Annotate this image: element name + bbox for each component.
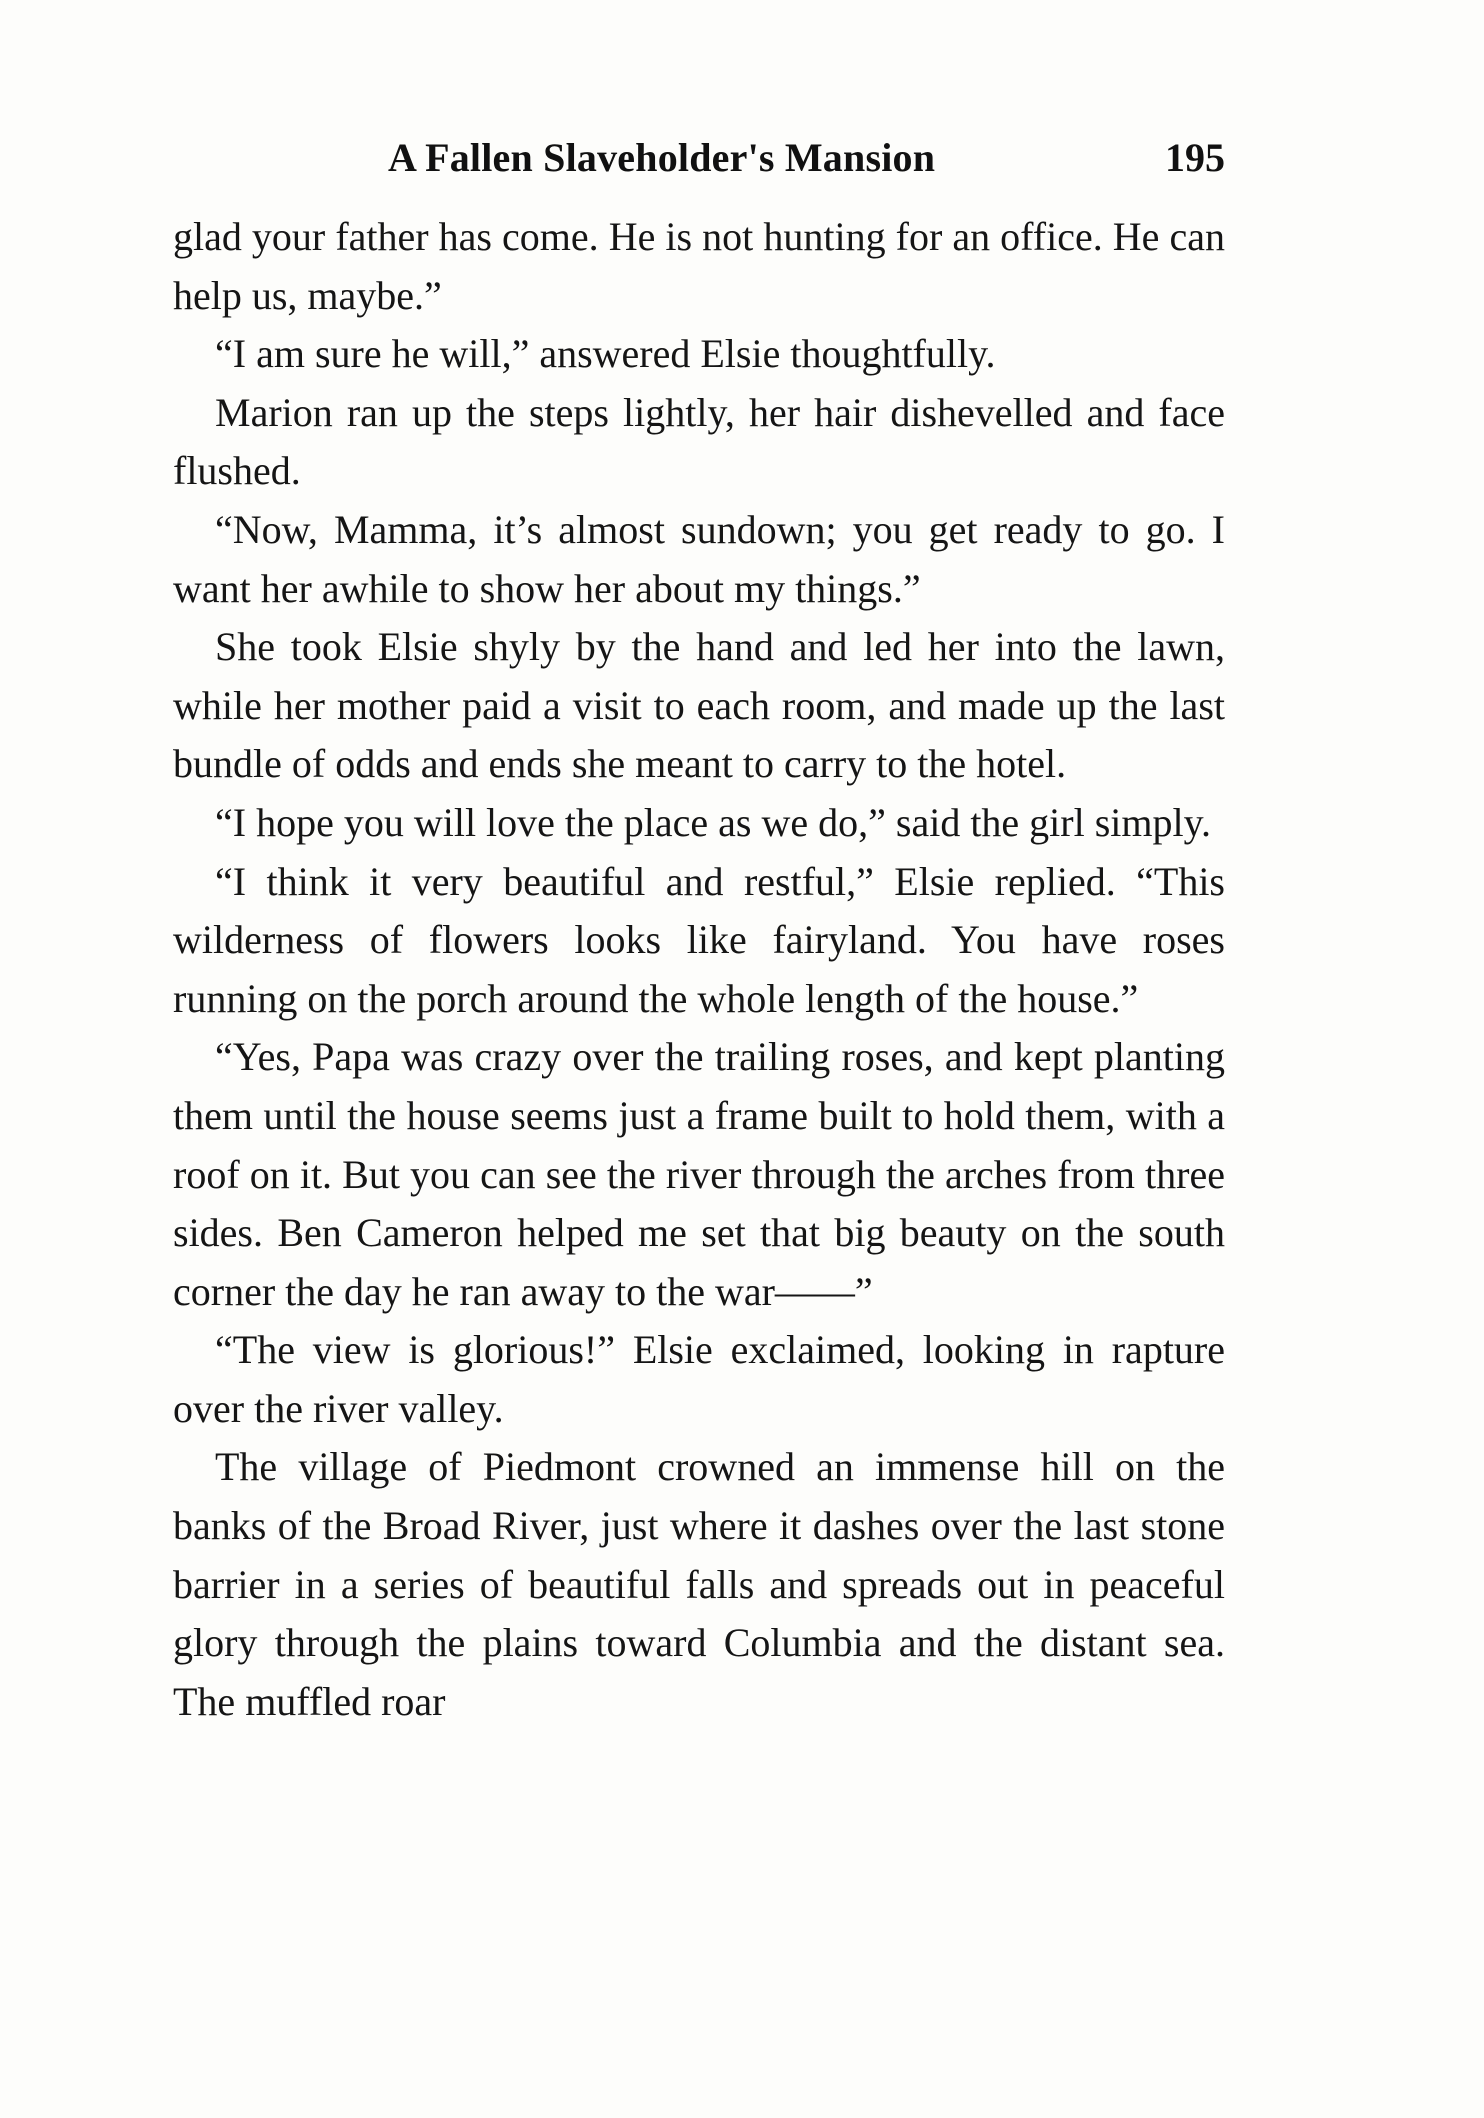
page-number: 195 [1165, 135, 1225, 180]
paragraph: She took Elsie shyly by the hand and led her into the lawn, while her mother paid a visit to each room, and made up the last bundle of odds and ends she meant to carry to the hotel. [173, 624, 1225, 787]
body-text [173, 208, 1225, 1731]
running-title: A Fallen Slaveholder's Mansion [388, 135, 936, 180]
paragraph: “I am sure he will,” answered Elsie thoughtfully. [215, 331, 996, 377]
paragraph: The village of Piedmont crowned an immense hill on the banks of the Broad River, just where it dashes over the last stone barrier in a series of beautiful falls and spreads out in peaceful glory through the plains toward Columbia and the distant sea. The muffled roar [173, 1444, 1225, 1724]
running-header [173, 128, 1225, 188]
paragraph: “I hope you will love the place as we do,” said the girl simply. [215, 799, 1212, 845]
paragraph: “I think it very beautiful and restful,” Elsie replied. “This wilderness of flowers looks like fairyland. You have roses running on the porch around the whole length of the house.” [173, 858, 1225, 1021]
paragraph: Marion ran up the steps lightly, her hair dishevelled and face flushed. [173, 389, 1225, 494]
paragraph: “Now, Mamma, it’s almost sundown; you get ready to go. I want her awhile to show her about my things.” [173, 506, 1225, 611]
paragraph: glad your father has come. He is not hunting for an office. He can help us, maybe.” [173, 214, 1225, 318]
paragraph: “The view is glorious!” Elsie exclaimed, looking in rapture over the river valley. [173, 1327, 1225, 1431]
paragraph: “Yes, Papa was crazy over the trailing roses, and kept planting them until the house seems just a frame built to hold them, with a roof on it. But you can see the river through the arches from three sides. Ben Cameron helped me set that big beauty on the south corner the day he ran away to the war——” [173, 1034, 1225, 1314]
